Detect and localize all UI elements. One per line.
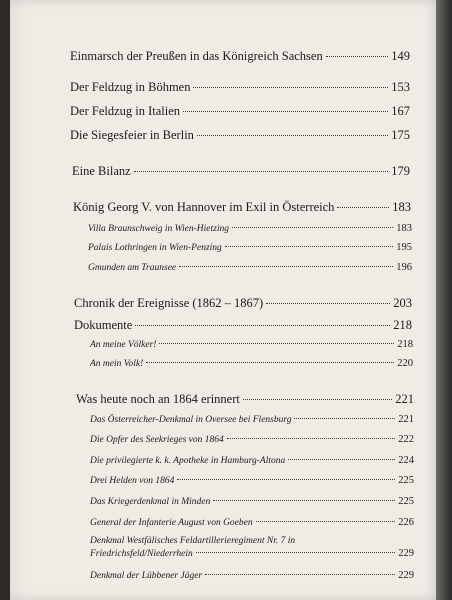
toc-entry-title: König Georg V. von Hannover im Exil in Österreich [73, 200, 335, 214]
toc-entry-page: 225 [398, 496, 414, 507]
toc-entry-page: 226 [398, 517, 414, 528]
toc-entry [72, 164, 410, 179]
toc-entry-page: 179 [391, 164, 410, 178]
toc-entry-title: Das Kriegerdenkmal in Minden [90, 497, 211, 507]
table-of-contents [10, 0, 438, 600]
toc-subentry [90, 570, 414, 581]
leader-dots [177, 479, 395, 480]
toc-entry-page: 221 [395, 392, 414, 406]
toc-entry-title: Friedrichsfeld/Niederrhein [90, 549, 193, 559]
toc-subentry [88, 262, 412, 273]
toc-subentry [90, 414, 414, 425]
toc-entry [74, 296, 412, 311]
leader-dots [337, 207, 389, 208]
toc-entry-title: Der Feldzug in Böhmen [70, 80, 191, 94]
leader-dots [205, 574, 395, 575]
toc-subentry [88, 223, 412, 234]
book-page [10, 0, 438, 600]
toc-entry-page: 203 [393, 296, 412, 310]
page-edge-shadow [436, 0, 452, 600]
toc-entry-title: Das Österreicher-Denkmal in Oversee bei Flensburg [90, 415, 292, 425]
toc-entry-page: 221 [398, 414, 414, 425]
toc-entry-title: Die Opfer des Seekrieges von 1864 [90, 435, 224, 445]
leader-dots [232, 227, 393, 228]
leader-dots [134, 171, 389, 172]
toc-subentry [90, 455, 414, 466]
toc-entry-title: General der Infanterie August von Goeben [90, 518, 253, 528]
toc-entry-title: An mein Volk! [90, 359, 144, 369]
leader-dots [183, 111, 388, 112]
toc-entry [70, 80, 410, 95]
toc-entry-title: Palais Lothringen in Wien-Penzing [88, 243, 222, 253]
toc-subentry [90, 548, 414, 559]
toc-subentry-line1: Denkmal Westfälisches Feldartillerieregiment Nr. 7 in [90, 536, 296, 546]
toc-subentry [90, 475, 414, 486]
toc-entry [70, 128, 410, 143]
toc-entry-title: Dokumente [74, 318, 133, 332]
leader-dots [159, 343, 394, 344]
toc-entry-title: An meine Völker! [90, 340, 157, 350]
toc-entry-title: Chronik der Ereignisse (1862 – 1867) [74, 296, 264, 310]
toc-entry [70, 104, 410, 119]
leader-dots [135, 325, 390, 326]
toc-entry-title: Denkmal der Lübbener Jäger [90, 571, 203, 581]
toc-entry-page: 222 [398, 434, 414, 445]
toc-entry-page: 196 [396, 262, 412, 273]
leader-dots [266, 303, 390, 304]
leader-dots [213, 500, 395, 501]
toc-subentry [90, 496, 414, 507]
leader-dots [146, 362, 394, 363]
leader-dots [227, 438, 395, 439]
toc-entry-page: 195 [396, 242, 412, 253]
toc-entry-title: Der Feldzug in Italien [70, 104, 181, 118]
toc-entry-page: 183 [396, 223, 412, 234]
toc-entry [76, 392, 414, 407]
toc-entry-page: 229 [398, 570, 414, 581]
toc-entry-page: 229 [398, 548, 414, 559]
toc-entry [70, 49, 410, 64]
toc-entry-title: Drei Helden von 1864 [90, 476, 175, 486]
leader-dots [197, 135, 388, 136]
toc-entry-title: Einmarsch der Preußen in das Königreich Sachsen [70, 49, 323, 63]
toc-entry-page: 225 [398, 475, 414, 486]
leader-dots [225, 246, 393, 247]
toc-entry-page: 224 [398, 455, 414, 466]
toc-entry-page: 218 [397, 339, 413, 350]
toc-entry-title: Die Siegesfeier in Berlin [70, 128, 194, 142]
toc-entry-page: 220 [397, 358, 413, 369]
leader-dots [243, 399, 392, 400]
leader-dots [294, 418, 395, 419]
toc-subentry [90, 517, 414, 528]
toc-entry-title: Gmunden am Traunsee [88, 263, 177, 273]
leader-dots [288, 459, 395, 460]
leader-dots [196, 552, 396, 553]
toc-entry [74, 318, 412, 333]
toc-subentry [90, 434, 414, 445]
toc-entry-title: Die privilegierte k. k. Apotheke in Hamburg-Altona [90, 456, 286, 466]
leader-dots [193, 87, 388, 88]
toc-entry-title: Was heute noch an 1864 erinnert [76, 392, 240, 406]
toc-entry-page: 149 [391, 49, 410, 63]
toc-entry-page: 167 [391, 104, 410, 118]
leader-dots [326, 56, 389, 57]
toc-subentry [88, 242, 412, 253]
toc-entry-page: 183 [392, 200, 411, 214]
toc-entry [73, 200, 411, 215]
toc-entry-page: 218 [393, 318, 412, 332]
toc-entry-page: 153 [391, 80, 410, 94]
toc-entry-title: Eine Bilanz [72, 164, 131, 178]
toc-entry-title: Villa Braunschweig in Wien-Hietzing [88, 224, 229, 234]
leader-dots [179, 266, 393, 267]
toc-subentry [90, 358, 413, 369]
leader-dots [256, 521, 396, 522]
toc-entry-page: 175 [391, 128, 410, 142]
toc-subentry [90, 339, 413, 350]
